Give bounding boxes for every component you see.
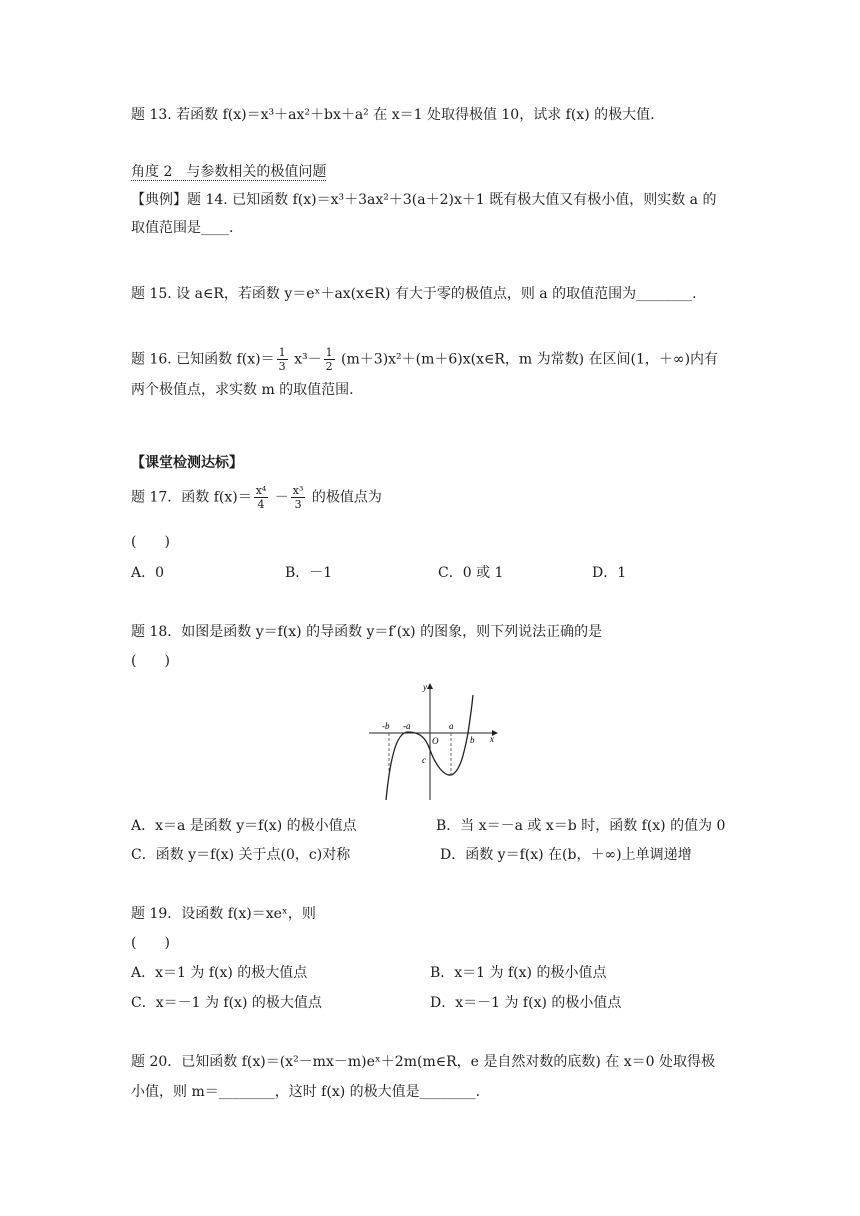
q16-frac1-den: 3	[278, 360, 286, 373]
q17-prefix: 题 17．函数 f(x)＝	[131, 489, 252, 506]
section-heading-text: 角度 2 与参数相关的极值问题	[131, 164, 327, 180]
q17-frac1-den: 4	[257, 498, 265, 511]
question-19: 题 19．设函数 f(x)＝xeˣ，则	[131, 906, 316, 922]
q17-option-c: C．0 或 1	[438, 565, 504, 581]
question-13: 题 13. 若函数 f(x)＝x³＋ax²＋bx＋a² 在 x＝1 处取得极值 10，试求 f(x) 的极大值.	[131, 107, 655, 123]
q17-minus: －	[270, 489, 289, 506]
label-neg-a: -a	[403, 721, 411, 731]
q19-option-d: D．x＝－1 为 f(x) 的极小值点	[430, 995, 622, 1011]
question-16-line-2: 两个极值点，求实数 m 的取值范围.	[131, 382, 354, 398]
q17-frac2-den: 3	[294, 498, 302, 511]
q16-mid: x³－	[289, 351, 322, 368]
q16-prefix: 题 16. 已知函数 f(x)＝	[131, 351, 275, 368]
question-18: 题 18．如图是函数 y＝f(x) 的导函数 y＝f′(x) 的图象，则下列说法正确的是	[131, 624, 603, 640]
question-20-line-1: 题 20．已知函数 f(x)＝(x²－mx－m)eˣ＋2m(m∈R，e 是自然对数的底数) 在 x＝0 处取得极	[131, 1054, 715, 1070]
q19-option-c: C．x＝－1 为 f(x) 的极大值点	[131, 995, 322, 1011]
derivative-graph	[364, 680, 504, 805]
q16-fraction-2	[324, 346, 335, 373]
label-origin: O	[432, 736, 439, 746]
y-axis-arrow	[427, 683, 433, 689]
q18-option-d: D．函数 y＝f(x) 在(b，＋∞)上单调递增	[440, 847, 692, 863]
label-a: a	[449, 721, 454, 731]
q16-frac2-den: 2	[325, 360, 333, 373]
q18-option-b: B．当 x＝－a 或 x＝b 时，函数 f(x) 的值为 0	[436, 818, 726, 834]
q17-option-b: B．－1	[285, 565, 333, 581]
q17-fraction-2	[291, 484, 306, 511]
question-17	[131, 484, 382, 511]
classroom-heading: 【课堂检测达标】	[131, 455, 243, 471]
q18-option-a: A．x＝a 是函数 y＝f(x) 的极小值点	[131, 818, 357, 834]
q17-answer-parens: ( )	[131, 534, 170, 550]
label-y: y	[423, 682, 427, 692]
question-20-line-2: 小值，则 m＝________，这时 f(x) 的极大值是________.	[131, 1084, 481, 1100]
label-b: b	[470, 735, 475, 745]
q19-option-a: A．x＝1 为 f(x) 的极大值点	[131, 965, 308, 981]
q17-suffix: 的极值点为	[307, 489, 382, 506]
q17-frac1-num: x⁴	[255, 484, 267, 497]
question-14-line-1: 【典例】题 14. 已知函数 f(x)＝x³＋3ax²＋3(a＋2)x＋1 既有极大值又有极小值，则实数 a 的	[131, 192, 717, 208]
q19-answer-parens: ( )	[131, 935, 170, 951]
label-x: x	[490, 734, 494, 744]
q18-answer-parens: ( )	[131, 653, 170, 669]
question-14-line-2: 取值范围是____.	[131, 220, 234, 236]
q16-fraction-1	[277, 346, 288, 373]
q17-option-a: A．0	[131, 565, 165, 581]
q17-frac2-num: x³	[292, 484, 304, 497]
label-c: c	[422, 755, 426, 765]
label-neg-b: -b	[382, 721, 390, 731]
q16-frac2-num: 1	[325, 346, 333, 359]
q18-option-c: C．函数 y＝f(x) 关于点(0，c)对称	[131, 847, 351, 863]
q17-option-d: D．1	[592, 565, 627, 581]
q19-option-b: B．x＝1 为 f(x) 的极小值点	[430, 965, 607, 981]
q17-fraction-1	[254, 484, 269, 511]
question-15: 题 15. 设 a∈R，若函数 y＝eˣ＋ax(x∈R) 有大于零的极值点，则 a 的取值范围为________.	[131, 286, 697, 302]
question-16-line-1	[131, 346, 718, 373]
q16-frac1-num: 1	[278, 346, 286, 359]
q16-suffix: (m＋3)x²＋(m＋6)x(x∈R，m 为常数) 在区间(1，＋∞)内有	[336, 351, 719, 368]
section-heading-angle-2	[131, 162, 326, 182]
